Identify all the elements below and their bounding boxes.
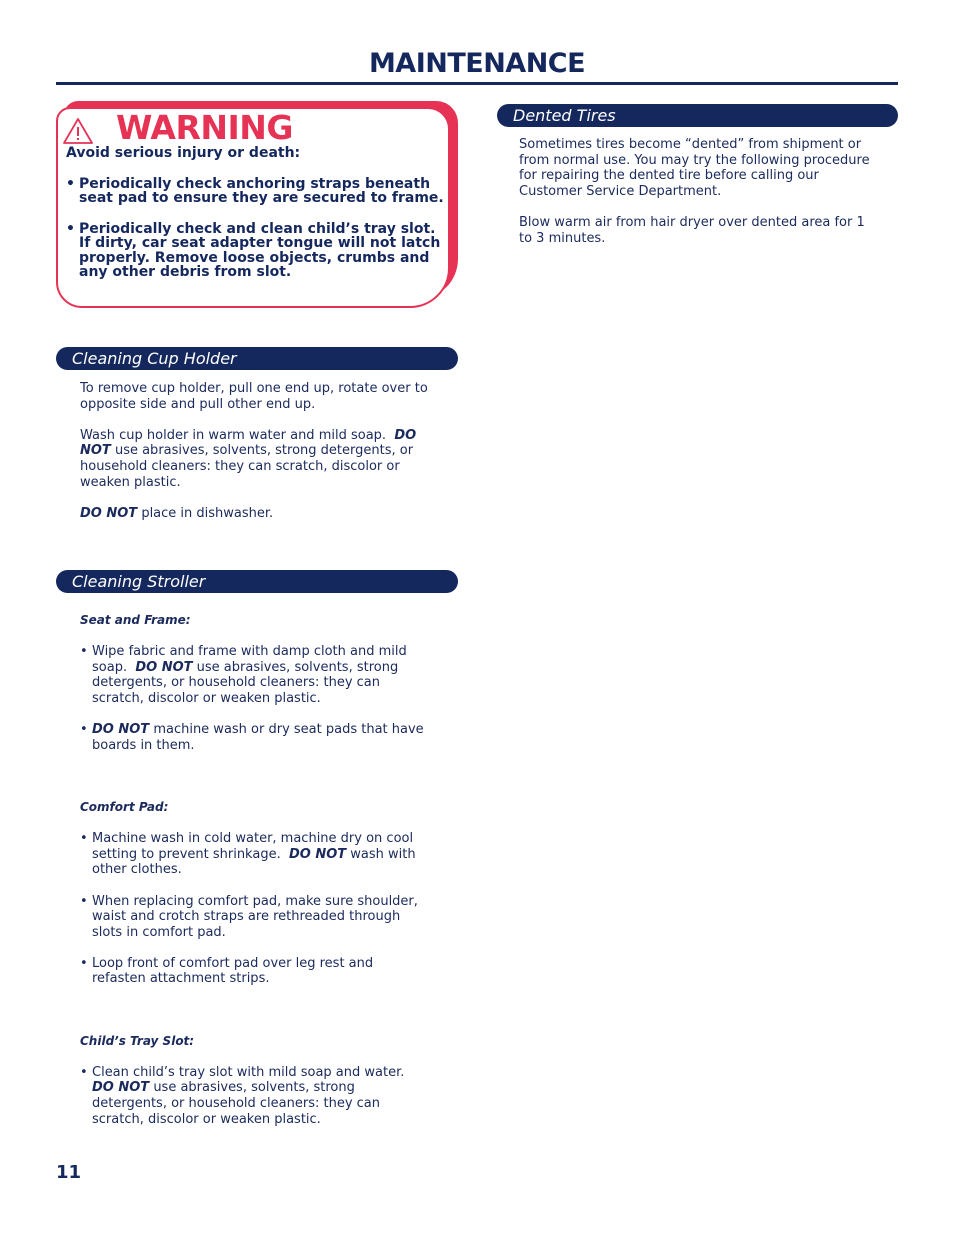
text: Clean child’s tray slot with mild soap and water. (92, 1064, 405, 1080)
stroller-text (80, 613, 424, 1143)
dented-tires-paragraph: Blow warm air from hair dryer over dented area for 1 to 3 minutes. (519, 214, 865, 246)
do-not-emphasis: DO NOT (92, 722, 150, 738)
do-not-emphasis: DO NOT (80, 427, 417, 459)
bullet: • (80, 893, 88, 909)
bullet: • (80, 722, 88, 738)
bullet: • (80, 1064, 88, 1080)
text: use abrasives, solvents, strong detergents, or household cleaners: they can scratch, discolor or weaken plastic. (92, 659, 399, 706)
cup-holder-heading: Cleaning Cup Holder (56, 347, 458, 370)
list-item (80, 722, 424, 753)
text: Wipe fabric and frame with damp cloth and mild soap. (92, 644, 407, 675)
bullet: • (66, 175, 75, 192)
dented-tires-paragraph: Sometimes tires become “dented” from shipment or from normal use. You may try the following procedure for repairing the dented tire before calling our Customer Service Department. (519, 137, 870, 199)
list-item (80, 831, 424, 878)
dented-tires-heading: Dented Tires (497, 104, 898, 127)
text: place in dishwasher. (141, 505, 274, 521)
text: machine wash or dry seat pads that have boards in them. (92, 722, 424, 753)
list-item (80, 956, 424, 987)
bullet: • (80, 955, 88, 971)
spacer (80, 769, 424, 800)
do-not-emphasis: DO NOT (92, 1080, 150, 1096)
seat-frame-subheading: Seat and Frame: (80, 613, 191, 627)
do-not-emphasis: DO NOT (288, 846, 347, 862)
warning-text (66, 146, 446, 280)
bullet: • (66, 220, 75, 237)
stroller-heading: Cleaning Stroller (56, 570, 458, 593)
do-not-emphasis: DO NOT (80, 505, 138, 521)
cup-holder-paragraph (80, 506, 446, 522)
text: Wash cup holder in warm water and mild soap. (80, 427, 387, 443)
page-number: 11 (56, 1162, 82, 1183)
warning-intro: Avoid serious injury or death: (66, 145, 301, 161)
cup-holder-text (80, 381, 446, 537)
text: use abrasives, solvents, strong detergents, or household cleaners: they can scratch, discolor or weaken plastic. (92, 1080, 381, 1127)
list-item (80, 1065, 424, 1127)
bullet: • (80, 644, 88, 660)
warning-item (66, 177, 446, 206)
warning-item-text: Periodically check anchoring straps beneath seat pad to ensure they are secured to frame. (79, 175, 444, 206)
text: Machine wash in cold water, machine dry on cool setting to prevent shrinkage. (92, 831, 414, 862)
warning-heading: WARNING (116, 108, 293, 147)
list-item (80, 644, 424, 706)
cup-holder-paragraph: To remove cup holder, pull one end up, rotate over to opposite side and pull other end up. (80, 381, 428, 412)
warning-item-text: Periodically check and clean child’s tray slot. If dirty, car seat adapter tongue will not latch properly. Remove loose objects, crumbs and any other debris from slot. (79, 220, 441, 280)
text: wash with other clothes. (92, 846, 416, 878)
title-divider (56, 82, 898, 85)
dented-tires-text (519, 137, 879, 262)
cup-holder-paragraph (80, 428, 446, 490)
text: When replacing comfort pad, make sure shoulder, waist and crotch straps are rethreaded through slots in comfort pad. (92, 893, 418, 940)
tray-slot-subheading: Child’s Tray Slot: (80, 1033, 195, 1048)
do-not-emphasis: DO NOT (135, 659, 193, 675)
page-title: MAINTENANCE (368, 48, 586, 79)
comfort-pad-subheading: Comfort Pad: (80, 799, 169, 814)
list-item (80, 894, 424, 941)
warning-item (66, 222, 446, 280)
warning-triangle-icon (62, 117, 94, 145)
spacer (80, 1003, 424, 1034)
bullet: • (80, 831, 88, 847)
text: Loop front of comfort pad over leg rest and refasten attachment strips. (92, 955, 374, 987)
text: use abrasives, solvents, strong detergents, or household cleaners: they can scratch, discolor or weaken plastic. (80, 443, 414, 490)
